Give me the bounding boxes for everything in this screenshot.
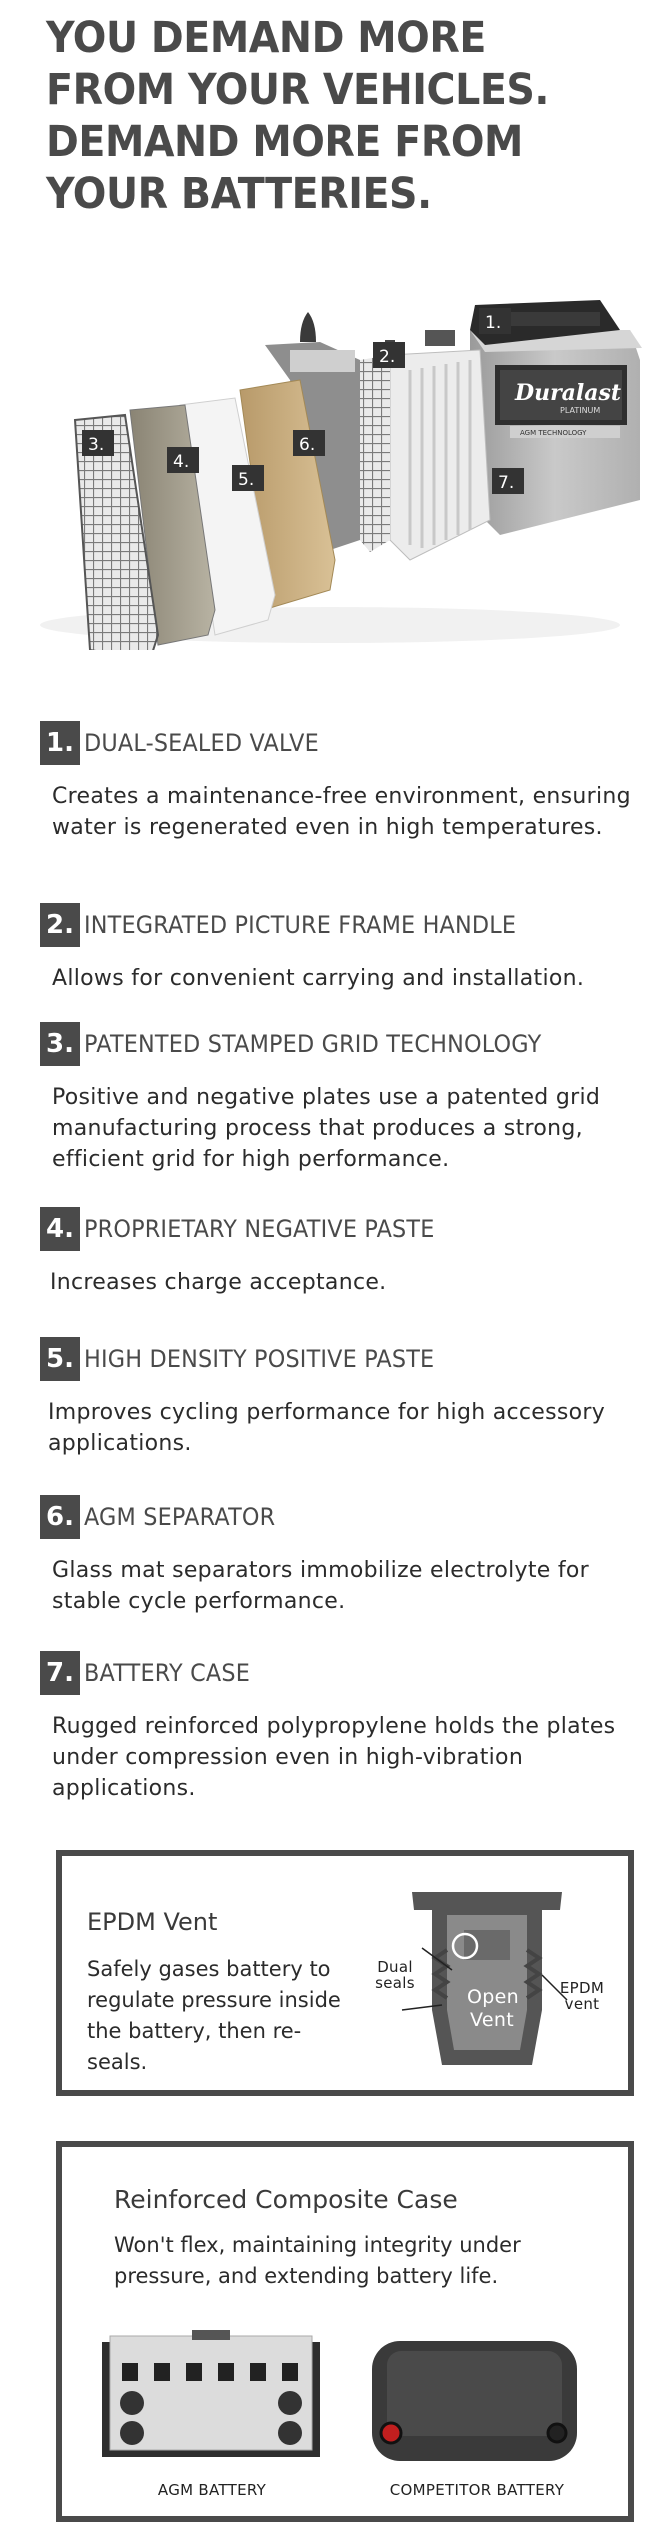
callout-label: 5.	[238, 470, 255, 490]
feature-number: 5.	[40, 1337, 80, 1381]
feature-description: Positive and negative plates use a patented grid manufacturing process that produces a strong, efficient grid for high performance.	[52, 1085, 601, 1172]
epdm-vent-description: Safely gases battery to regulate pressure inside the battery, then re-seals.	[87, 1957, 341, 2074]
feature-title: PATENTED STAMPED GRID TECHNOLOGY	[84, 1030, 542, 1058]
callout-label: 4.	[173, 452, 190, 472]
composite-case-description: Won't flex, maintaining integrity under pressure, and extending battery life.	[114, 2233, 521, 2288]
feature-item	[40, 1337, 660, 1459]
feature-number: 2.	[40, 903, 80, 947]
feature-description: Increases charge acceptance.	[50, 1270, 387, 1295]
agm-battery-caption: AGM BATTERY	[157, 2481, 267, 2499]
callout-label: 3.	[88, 435, 105, 455]
feature-number: 7.	[40, 1651, 80, 1695]
feature-item	[40, 1207, 660, 1298]
feature-item	[40, 721, 660, 843]
feature-description: Glass mat separators immobilize electrolyte for stable cycle performance.	[52, 1558, 590, 1614]
feature-title: HIGH DENSITY POSITIVE PASTE	[84, 1345, 435, 1373]
composite-case-title: Reinforced Composite Case	[114, 2185, 458, 2214]
agm-battery-image	[102, 2328, 322, 2468]
brand-tag-text: AGM TECHNOLOGY	[520, 429, 587, 437]
battery-case-part	[470, 300, 642, 535]
feature-description: Rugged reinforced polypropylene holds the plates under compression even in high-vibration applications.	[52, 1714, 616, 1801]
feature-title: INTEGRATED PICTURE FRAME HANDLE	[84, 911, 517, 939]
callout-label: 2.	[379, 347, 396, 367]
callout-label: 6.	[299, 435, 316, 455]
feature-number: 3.	[40, 1022, 80, 1066]
feature-number: 4.	[40, 1207, 80, 1251]
epdm-vent-label: EPDM vent	[559, 1979, 605, 2013]
brand-logo-text: Duralast	[515, 380, 622, 406]
competitor-battery-caption: COMPETITOR BATTERY	[389, 2481, 565, 2499]
epdm-vent-panel	[56, 1850, 634, 2096]
feature-number: 6.	[40, 1495, 80, 1539]
callout-label: 1.	[485, 313, 502, 333]
feature-item	[40, 1651, 660, 1804]
epdm-vent-title: EPDM Vent	[87, 1908, 218, 1936]
callout-label: 7.	[498, 473, 515, 493]
feature-title: DUAL-SEALED VALVE	[84, 729, 319, 757]
feature-item	[40, 903, 660, 994]
competitor-battery-image	[367, 2331, 587, 2471]
brand-sub-text: PLATINUM	[560, 406, 601, 415]
dual-seals-label: Dual seals	[375, 1958, 415, 1992]
exploded-battery-illustration	[30, 290, 660, 650]
feature-description: Improves cycling performance for high accessory applications.	[48, 1400, 606, 1456]
open-vent-label: Open Vent	[467, 1986, 519, 2031]
feature-title: AGM SEPARATOR	[84, 1503, 276, 1531]
feature-title: PROPRIETARY NEGATIVE PASTE	[84, 1215, 435, 1243]
feature-number: 1.	[40, 721, 80, 765]
composite-case-panel	[56, 2141, 634, 2522]
page-headline: YOU DEMAND MORE FROM YOUR VEHICLES. DEMAND MORE FROM YOUR BATTERIES.	[46, 13, 549, 219]
feature-title: BATTERY CASE	[84, 1659, 251, 1687]
feature-description: Creates a maintenance-free environment, ensuring water is regenerated even in high temperatures.	[52, 784, 631, 840]
feature-item	[40, 1022, 660, 1175]
feature-description: Allows for convenient carrying and installation.	[52, 966, 585, 991]
feature-item	[40, 1495, 660, 1617]
